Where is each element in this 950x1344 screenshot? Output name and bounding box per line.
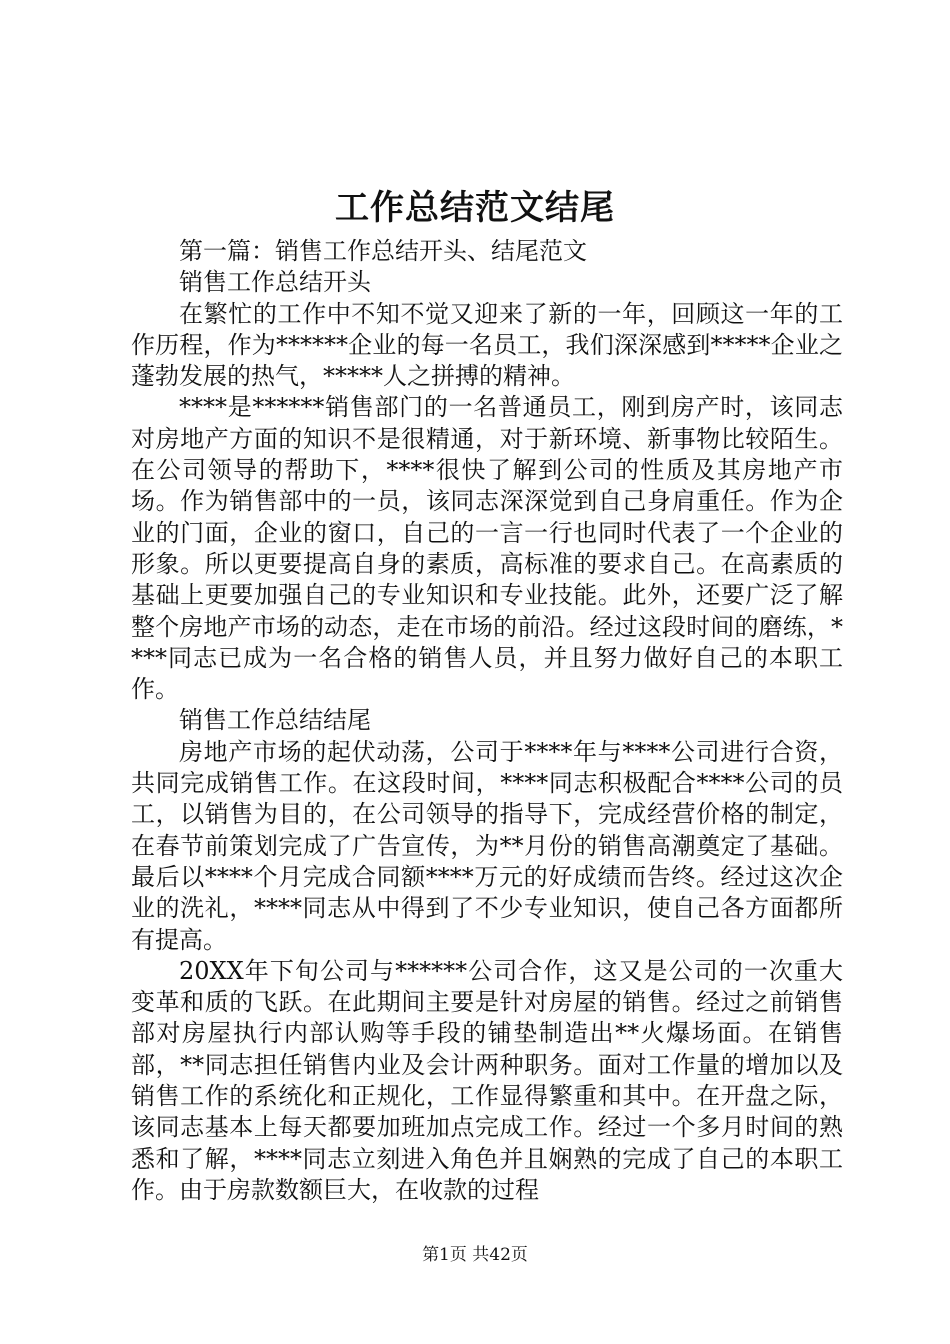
- section-heading: 第一篇：销售工作总结开头、结尾范文: [179, 237, 587, 265]
- subsection-heading: 销售工作总结结尾: [179, 706, 371, 735]
- document-title: 工作总结范文结尾: [335, 188, 615, 228]
- document-body: [131, 236, 843, 1206]
- subsection-heading: 销售工作总结开头: [179, 268, 371, 297]
- body-paragraph: 20XX年下旬公司与******公司合作，这又是公司的一次重大变革和质的飞跃。在此期间主要是针对房屋的销售。经过之前销售部对房屋执行内部认购等手段的铺垫制造出**火爆场面。在销售部，**同志担任销售内业及会计两种职务。面对工作量的增加以及销售工作的系统化和正规化，工作显得繁重和其中。在开盘之际，该同志基本上每天都要加班加点完成工作。经过一个多月时间的熟悉和了解，****同志立刻进入角色并且娴熟的完成了自己的本职工作。由于房款数额巨大，在收款的过程: [131, 956, 843, 1204]
- page-number-footer: 第1页 共42页: [422, 1245, 528, 1265]
- body-paragraph: ****是******销售部门的一名普通员工，刚到房产时，该同志对房地产方面的知识不是很精通，对于新环境、新事物比较陌生。在公司领导的帮助下，****很快了解到公司的性质及其房地产市场。作为销售部中的一员，该同志深深觉到自己身肩重任。作为企业的门面，企业的窗口，自己的一言一行也同时代表了一个企业的形象。所以更要提高自身的素质，高标准的要求自己。在高素质的基础上更要加强自己的专业知识和专业技能。此外，还要广泛了解整个房地产市场的动态，走在市场的前沿。经过这段时间的磨练，****同志已成为一名合格的销售人员，并且努力做好自己的本职工作。: [131, 393, 843, 704]
- body-paragraph: 在繁忙的工作中不知不觉又迎来了新的一年，回顾这一年的工作历程，作为******企业的每一名员工，我们深深感到*****企业之蓬勃发展的热气，*****人之拼搏的精神。: [131, 299, 843, 391]
- body-paragraph: 房地产市场的起伏动荡，公司于****年与****公司进行合资，共同完成销售工作。在这段时间，****同志积极配合****公司的员工，以销售为目的，在公司领导的指导下，完成经营价格的制定，在春节前策划完成了广告宣传，为**月份的销售高潮奠定了基础。最后以****个月完成合同额****万元的好成绩而告终。经过这次企业的洗礼，****同志从中得到了不少专业知识，使自己各方面都所有提高。: [131, 737, 843, 954]
